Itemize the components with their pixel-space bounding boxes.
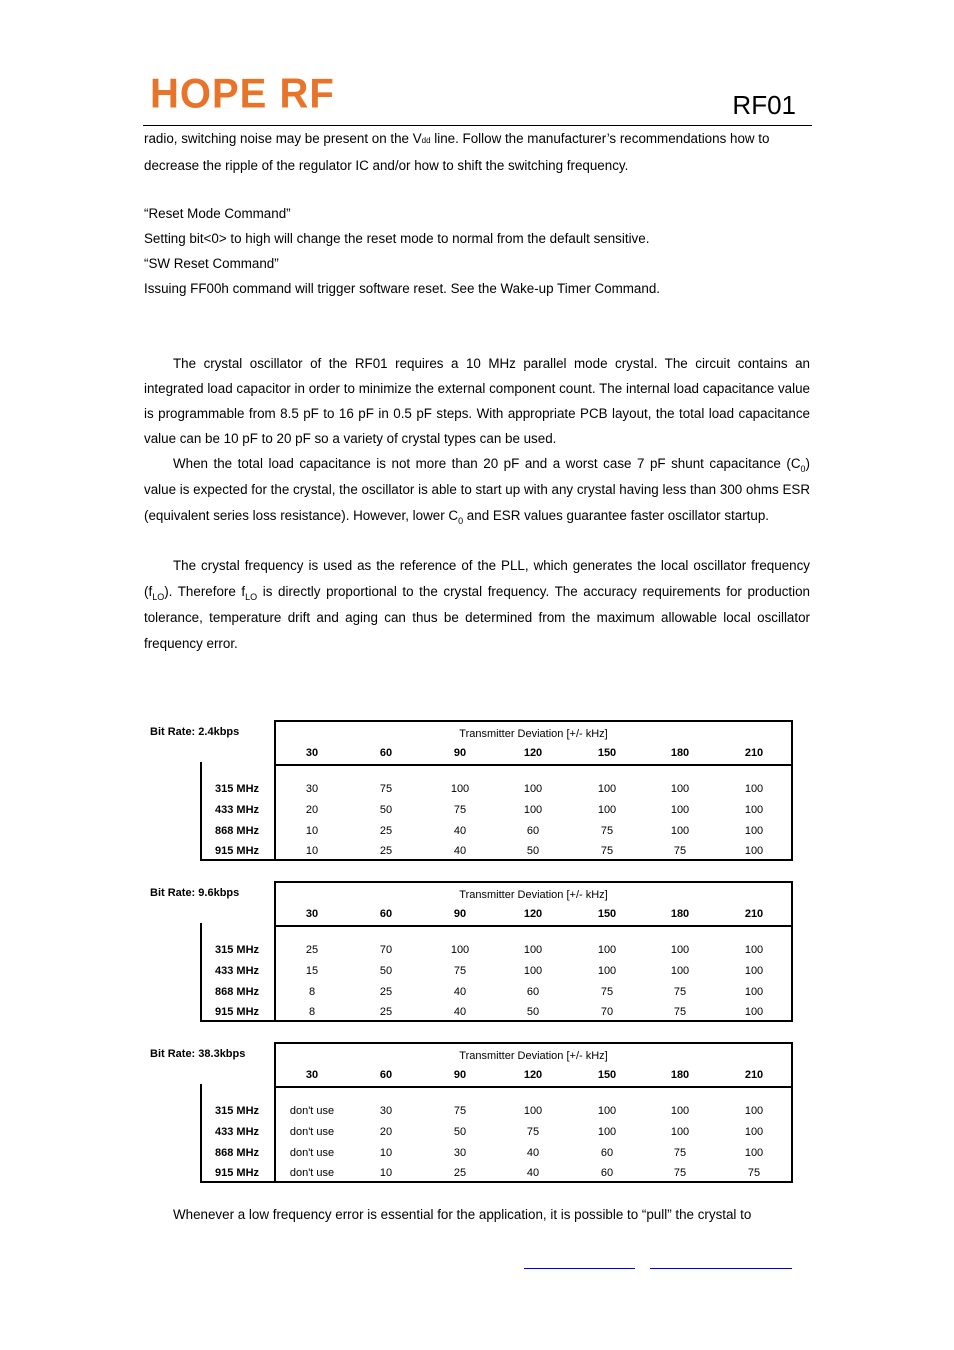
crystal-paragraph-1: The crystal oscillator of the RF01 requires a 10 MHz parallel mode crystal. The circuit contains an integrated load capacitor in order to minimize the external component count. The internal load capacitance value is programmable from 8.5 pF to 16 pF in 0.5 pF steps. With appropriate PCB layout, the total load capacitance value can be 10 pF to 20 pF so a variety of crystal types can be used.	[144, 356, 810, 446]
column-header: 120	[523, 747, 543, 759]
table-cell: 75	[673, 986, 687, 998]
table-cell: 75	[526, 1126, 540, 1138]
table-cell: 100	[744, 804, 764, 816]
table-cell: 75	[673, 845, 687, 857]
table-cell: 100	[744, 783, 764, 795]
frequency-label: 868 MHz	[215, 1147, 260, 1159]
crystal-paragraph-2: When the total load capacitance is not more than 20 pF and a worst case 7 pF shunt capacitance $(C_0)$ value is expected for the crystal, the oscillator is able to start up with any crystal having less than 300 ohms ESR (equivalent series loss resistance). However, lower $C_0$ and ESR values guarantee faster oscillator startup.	[144, 456, 810, 526]
table-cell: 100	[597, 1126, 617, 1138]
hoperf-logo: HOPE RF	[150, 70, 335, 118]
sw-reset-title: “SW Reset Command”	[144, 256, 279, 271]
table-cell: 40	[453, 986, 467, 998]
table-cell: 100	[597, 1105, 617, 1117]
column-header: 30	[305, 1069, 319, 1081]
column-header: 150	[597, 908, 617, 920]
table-cell: 30	[453, 1147, 467, 1159]
table-cell: 100	[744, 845, 764, 857]
table-cell: 100	[523, 804, 543, 816]
frequency-label: 315 MHz	[215, 944, 260, 956]
table-cell: 75	[600, 845, 614, 857]
deviation-table	[150, 881, 792, 1024]
table-cell: 75	[453, 965, 467, 977]
table-cell: 40	[453, 825, 467, 837]
table-cell: 100	[744, 986, 764, 998]
sw-reset-text: Issuing FF00h command will trigger software reset. See the Wake-up Timer Command.	[144, 281, 660, 296]
table-cell: don't use	[289, 1126, 335, 1138]
column-header: 180	[670, 1069, 690, 1081]
column-header: 150	[597, 747, 617, 759]
frequency-label: 433 MHz	[215, 804, 260, 816]
table-cell: 40	[526, 1147, 540, 1159]
column-header: 210	[744, 747, 764, 759]
table-cell: 100	[523, 783, 543, 795]
table-cell: 75	[747, 1167, 761, 1179]
frequency-label: 433 MHz	[215, 965, 260, 977]
column-header: 30	[305, 908, 319, 920]
table-cell: 75	[673, 1147, 687, 1159]
table-cell: 60	[600, 1147, 614, 1159]
table-cell: don't use	[289, 1167, 335, 1179]
table-cell: 100	[744, 1147, 764, 1159]
table-cell: 100	[670, 1105, 690, 1117]
table-cell: 60	[600, 1167, 614, 1179]
table-cell: 40	[526, 1167, 540, 1179]
frequency-label: 315 MHz	[215, 1105, 260, 1117]
column-header: 90	[453, 1069, 467, 1081]
table-cell: 15	[305, 965, 319, 977]
deviation-table	[150, 720, 792, 863]
table-cell: 70	[600, 1006, 614, 1018]
table-cell: 50	[379, 965, 393, 977]
column-header: 60	[379, 747, 393, 759]
frequency-label: 433 MHz	[215, 1126, 260, 1138]
row-header-divider	[274, 762, 276, 859]
table-cell: 100	[523, 965, 543, 977]
table-cell: 60	[526, 986, 540, 998]
table-cell: 75	[453, 1105, 467, 1117]
table-cell: 8	[308, 1006, 316, 1018]
table-cell: 100	[744, 1126, 764, 1138]
footer-link-underline-1[interactable]	[524, 1268, 635, 1269]
table-cell: 75	[600, 825, 614, 837]
table-cell: 100	[744, 1006, 764, 1018]
column-header: 60	[379, 1069, 393, 1081]
table-cell: 100	[597, 965, 617, 977]
table-header	[274, 720, 793, 766]
frequency-label: 315 MHz	[215, 783, 260, 795]
table-cell: 20	[305, 804, 319, 816]
frequency-label: 868 MHz	[215, 986, 260, 998]
table-cell: 50	[453, 1126, 467, 1138]
table-cell: 100	[670, 1126, 690, 1138]
column-header: 90	[453, 908, 467, 920]
reset-commands-block	[144, 201, 810, 301]
table-cell: 75	[379, 783, 393, 795]
table-cell: don't use	[289, 1147, 335, 1159]
table-cell: 100	[744, 965, 764, 977]
table-body	[200, 762, 793, 861]
deviation-table	[150, 1042, 792, 1185]
table-cell: 100	[670, 965, 690, 977]
column-header: 210	[744, 1069, 764, 1081]
table-cell: 50	[526, 1006, 540, 1018]
table-cell: 100	[450, 783, 470, 795]
final-paragraph: Whenever a low frequency error is essential for the application, it is possible to “pull” the crystal to	[173, 1207, 752, 1222]
table-cell: 100	[670, 783, 690, 795]
bit-rate-label: Bit Rate: 2.4kbps	[150, 726, 240, 738]
column-header: 120	[523, 1069, 543, 1081]
document-id: RF01	[732, 90, 796, 120]
table-cell: 50	[379, 804, 393, 816]
regulator-paragraph: radio, switching noise may be present on the Vdd line. Follow the manufacturer’s recommendations how to decrease the ripple of the regulator IC and/or how to shift the switching frequency.	[144, 131, 770, 173]
table-cell: 10	[305, 845, 319, 857]
table-cell: 100	[597, 783, 617, 795]
table-cell: 8	[308, 986, 316, 998]
reset-mode-title: “Reset Mode Command”	[144, 206, 291, 221]
column-header: 180	[670, 747, 690, 759]
table-cell: 100	[597, 804, 617, 816]
column-header: 120	[523, 908, 543, 920]
frequency-label: 915 MHz	[215, 1006, 260, 1018]
table-cell: 30	[379, 1105, 393, 1117]
table-header	[274, 1042, 793, 1088]
deviation-title: Transmitter Deviation [+/- kHz]	[459, 1050, 608, 1062]
footer-link-underline-2[interactable]	[650, 1268, 792, 1269]
table-cell: 40	[453, 845, 467, 857]
table-cell: 20	[379, 1126, 393, 1138]
table-cell: 100	[744, 944, 764, 956]
frequency-label: 868 MHz	[215, 825, 260, 837]
table-cell: 60	[526, 825, 540, 837]
table-cell: 25	[379, 825, 393, 837]
column-header: 90	[453, 747, 467, 759]
table-cell: 100	[523, 944, 543, 956]
table-cell: 75	[600, 986, 614, 998]
table-header	[274, 881, 793, 927]
reset-mode-text: Setting bit<0> to high will change the reset mode to normal from the default sensitive.	[144, 231, 650, 246]
bit-rate-label: Bit Rate: 38.3kbps	[150, 1048, 246, 1060]
table-cell: 75	[453, 804, 467, 816]
table-cell: 25	[305, 944, 319, 956]
column-header: 210	[744, 908, 764, 920]
bit-rate-label: Bit Rate: 9.6kbps	[150, 887, 240, 899]
table-cell: 75	[673, 1006, 687, 1018]
deviation-title: Transmitter Deviation [+/- kHz]	[459, 728, 608, 740]
deviation-title: Transmitter Deviation [+/- kHz]	[459, 889, 608, 901]
table-cell: 100	[744, 1105, 764, 1117]
table-cell: 30	[305, 783, 319, 795]
table-cell: 100	[523, 1105, 543, 1117]
row-header-divider	[274, 1084, 276, 1181]
table-cell: 100	[450, 944, 470, 956]
table-cell: 10	[379, 1167, 393, 1179]
table-cell: 10	[379, 1147, 393, 1159]
table-cell: 100	[670, 804, 690, 816]
table-cell: 100	[670, 944, 690, 956]
table-cell: 25	[379, 1006, 393, 1018]
table-cell: 10	[305, 825, 319, 837]
table-cell: 100	[597, 944, 617, 956]
column-header: 60	[379, 908, 393, 920]
table-cell: 100	[670, 825, 690, 837]
column-header: 180	[670, 908, 690, 920]
table-cell: 75	[673, 1167, 687, 1179]
column-header: 30	[305, 747, 319, 759]
table-cell: 25	[453, 1167, 467, 1179]
table-cell: 25	[379, 845, 393, 857]
table-cell: 40	[453, 1006, 467, 1018]
row-header-divider	[274, 923, 276, 1020]
table-cell: 25	[379, 986, 393, 998]
frequency-label: 915 MHz	[215, 1167, 260, 1179]
table-cell: 70	[379, 944, 393, 956]
frequency-label: 915 MHz	[215, 845, 260, 857]
crystal-paragraph-3: The crystal frequency is used as the reference of the PLL, which generates the local oscillator frequency $(f_{LO})$. Therefore $f_{LO}$ is directly proportional to the crystal frequency. The accuracy requirements for production tolerance, temperature drift and aging can thus be determined from the maximum allowable local oscillator frequency error.	[144, 558, 811, 651]
column-header: 150	[597, 1069, 617, 1081]
table-cell: 50	[526, 845, 540, 857]
table-cell: don't use	[289, 1105, 335, 1117]
table-body	[200, 923, 793, 1022]
table-cell: 100	[744, 825, 764, 837]
